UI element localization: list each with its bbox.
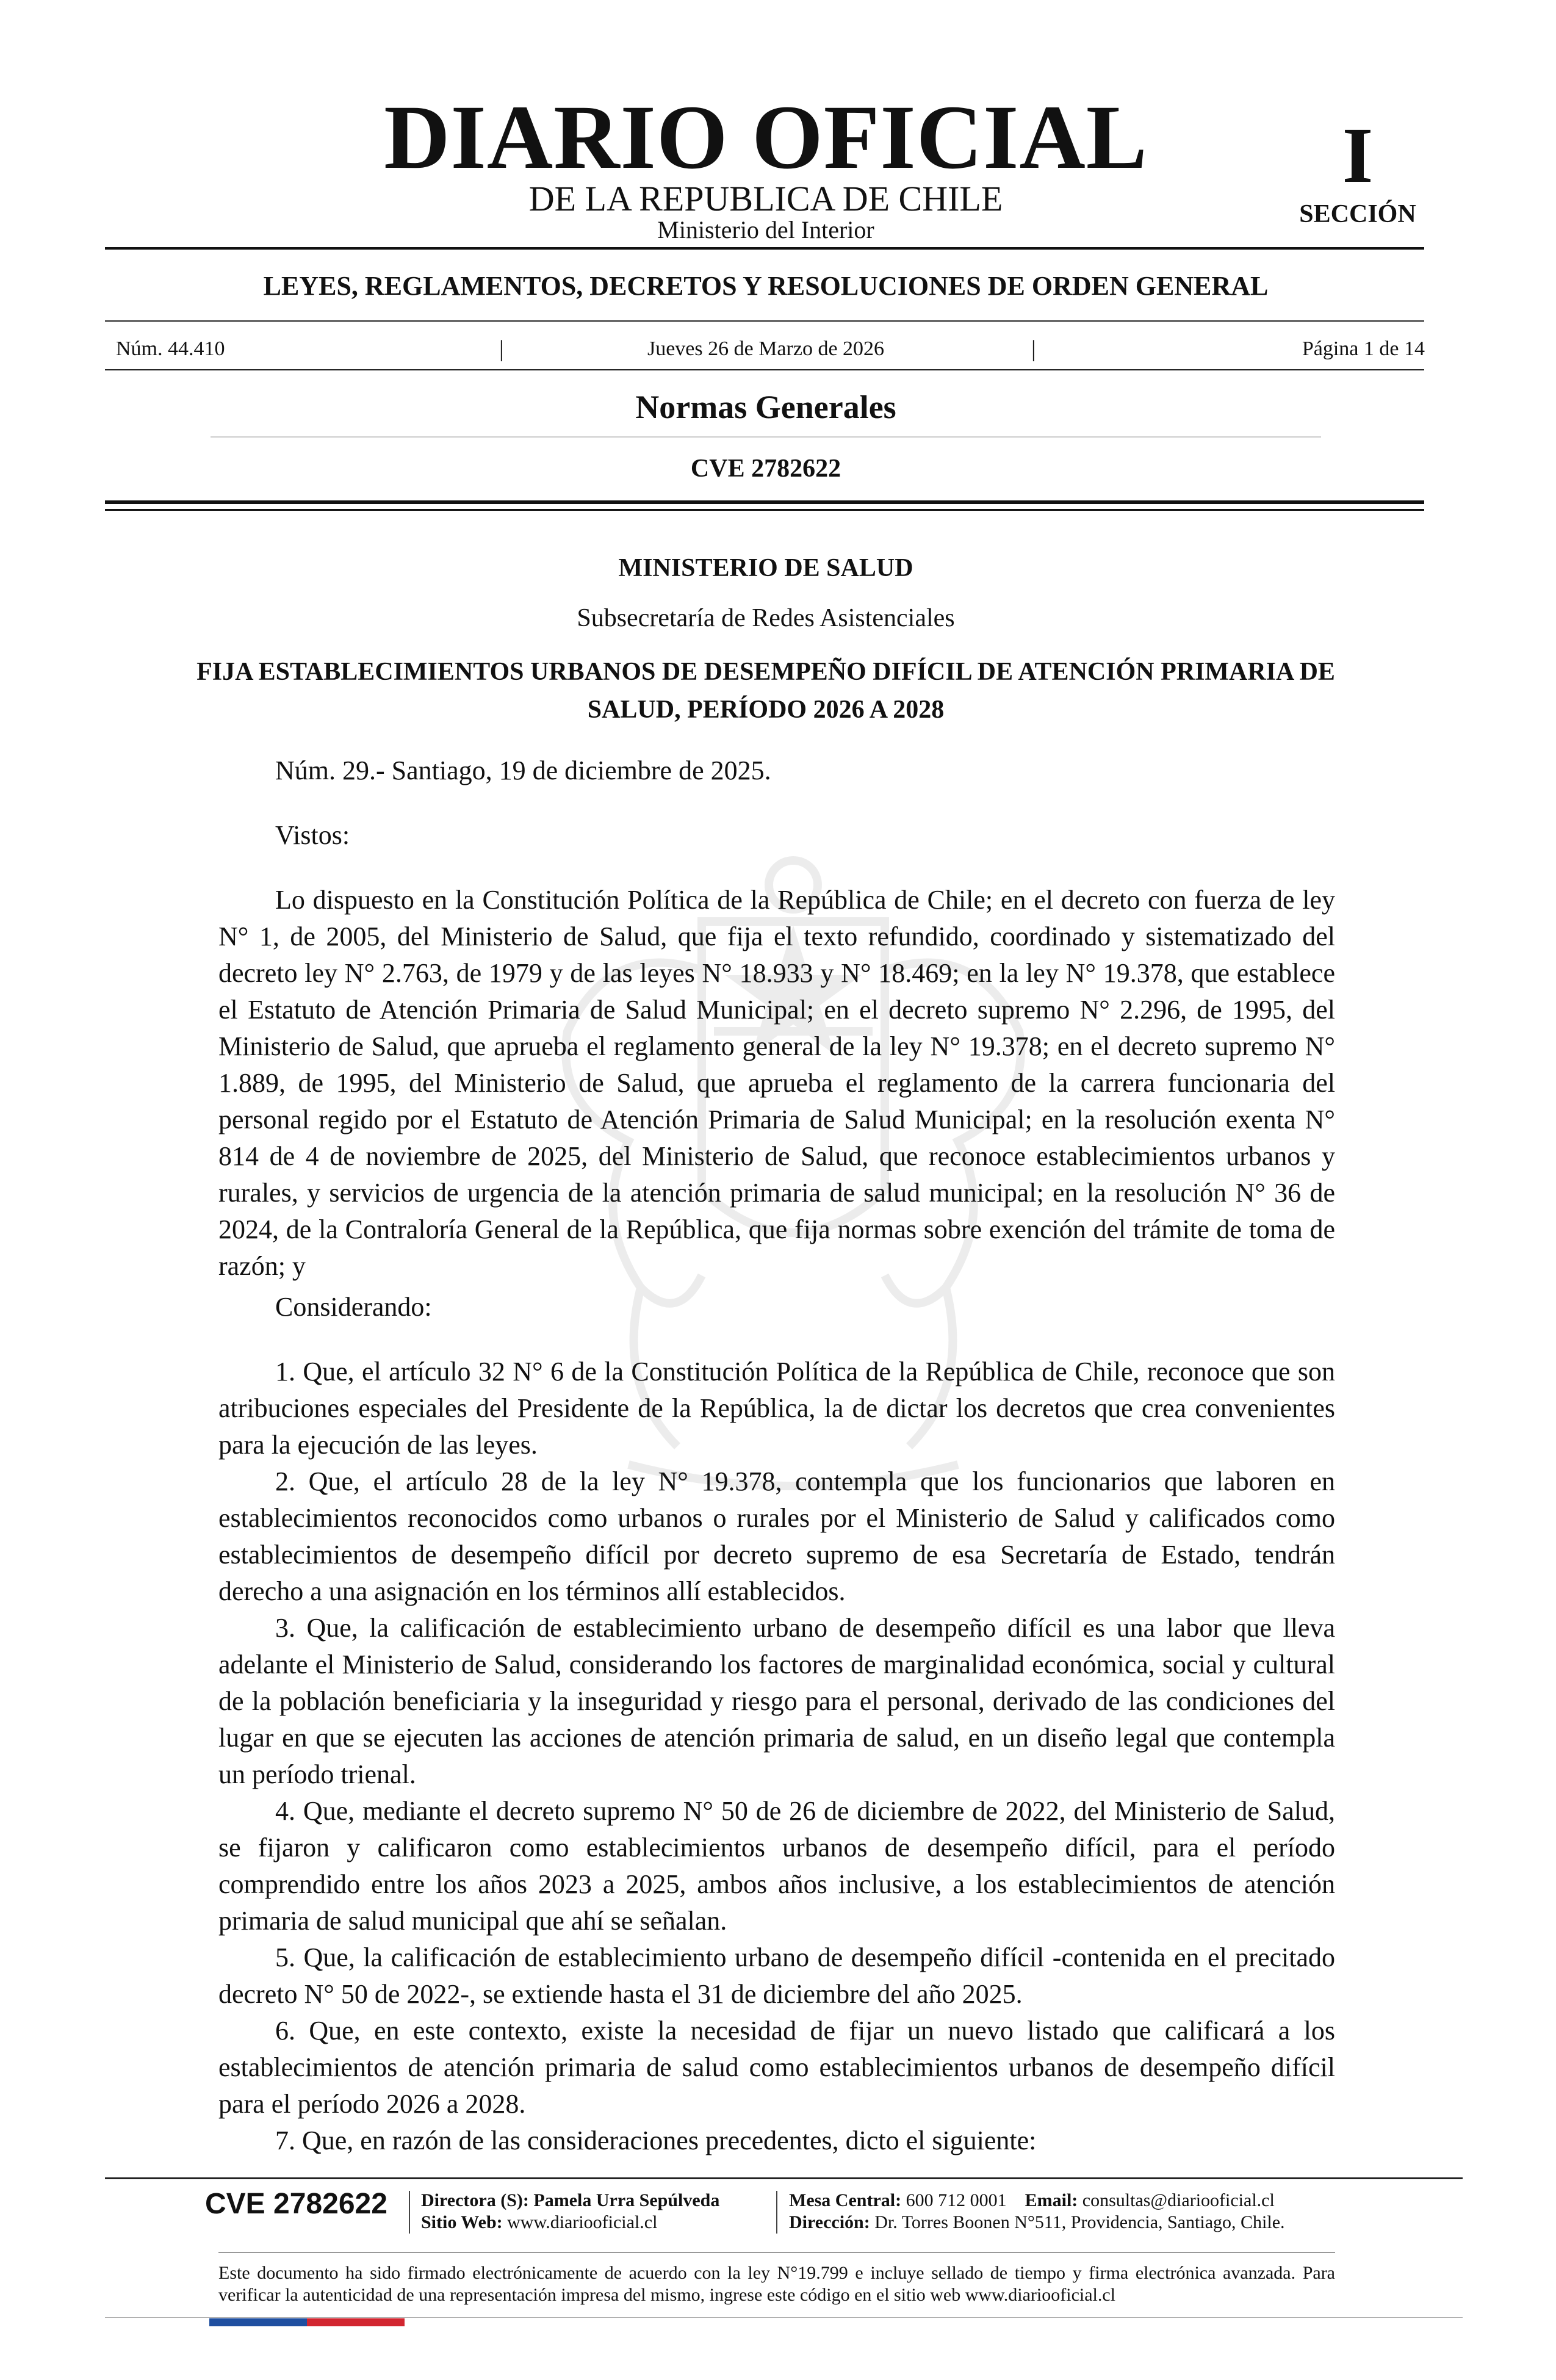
double-rule-upper [105,500,1424,504]
director-name: Pamela Urra Sepúlveda [533,2190,720,2210]
section-label: SECCIÓN [1299,200,1416,228]
footer-rule-mid [218,2252,1335,2253]
document-subsecretaria: Subsecretaría de Redes Asistenciales [577,604,955,632]
flag-bar-blue [209,2318,307,2326]
masthead-subtitle: DE LA REPUBLICA DE CHILE [528,179,1003,218]
considerando-item: 5. Que, la calificación de establecimiento urbano de desempeño difícil -contenida en el precitado decreto N° 50 de 2022-, se extiende hasta el 31 de diciembre del año 2025. [218,1942,1335,2009]
considerando-item: 6. Que, en este contexto, existe la necesidad de fijar un nuevo listado que calificará a los establecimientos de atención primaria de salud como establecimientos urbanos de desempeño difícil para el período 2026 a 2028. [218,2016,1335,2119]
footer-rule-top [105,2177,1463,2179]
vistos-paragraph: Lo dispuesto en la Constitución Política de la República de Chile; en el decreto con fuerza de ley N° 1, de 2005, del Ministerio de Salud, que fija el texto refundido, coordinado y sistematizado del decreto ley N° 2.763, de 1979 y de las leyes N° 18.933 y N° 18.469; en la ley N° 19.378, que establece el Estatuto de Atención Primaria de Salud Municipal; en el decreto supremo N° 2.296, de 1995, del Ministerio de Salud, que aprueba el reglamento general de la ley N° 19.378; en el decreto supremo N° 1.889, de 1995, del Ministerio de Salud, que aprueba el reglamento de la carrera funcionaria del personal regido por el Estatuto de Atención Primaria de Salud Municipal; en la resolución exenta N° 814 de 4 de noviembre de 2025, del Ministerio de Salud, que reconoce establecimientos urbanos y rurales, y servicios de urgencia de la atención primaria de salud municipal; en la resolución N° 36 de 2024, de la Contraloría General de la República, que fija normas sobre exención del trámite de toma de razón; y [218,885,1335,1281]
section-numeral: I [1342,112,1374,200]
considerando-item: 7. Que, en razón de las consideraciones precedentes, dicto el siguiente: [275,2126,1037,2155]
email-label: Email: [1025,2190,1078,2210]
normas-underline [211,436,1321,438]
address-label: Dirección: [789,2212,870,2232]
site-link[interactable]: www.diariooficial.cl [507,2212,658,2232]
separator: | [499,336,504,362]
footer-director-block [421,2190,719,2234]
header-rule-top [105,247,1424,250]
masthead-title: DIARIO OFICIAL [384,87,1148,188]
footer-cve-code: CVE 2782622 [205,2188,387,2220]
considerando-item: 3. Que, la calificación de establecimiento urbano de desempeño difícil es una labor que lleva adelante el Ministerio de Salud, considerando los factores de marginalidad económica, social y cultural de la población beneficiaria y la inseguridad y riesgo para el personal, derivado de las condiciones del lugar en que se ejecuten las acciones de atención primaria de salud, en un diseño legal que contempla un período trienal. [218,1613,1335,1789]
phone-label: Mesa Central: [789,2190,902,2210]
masthead-ministry: Ministerio del Interior [657,216,874,243]
double-rule-lower [105,509,1424,511]
decree-title: FIJA ESTABLECIMIENTOS URBANOS DE DESEMPEÑO DIFÍCIL DE ATENCIÓN PRIMARIA DE SALUD, PERÍODO 2026 A 2028 [196,658,1335,724]
issue-number: Núm. 44.410 [116,337,225,360]
email-link[interactable]: consultas@diariooficial.cl [1082,2190,1275,2210]
considerando-item: 2. Que, el artículo 28 de la ley N° 19.378, contempla que los funcionarios que laboren en establecimientos reconocidos como urbanos o rurales por el Ministerio de Salud y calificados como establecimientos de desempeño difícil por decreto supremo de esa Secretaría de Estado, tendrán derecho a una asignación en los términos allí establecidos. [218,1466,1335,1606]
normas-heading: Normas Generales [635,389,896,425]
phone-value: 600 712 0001 [906,2190,1007,2210]
site-label: Sitio Web: [421,2212,503,2232]
separator: | [1031,336,1036,362]
address-value: Dr. Torres Boonen N°511, Providencia, Santiago, Chile. [874,2212,1285,2232]
director-label: Directora (S): [421,2190,529,2210]
vistos-label: Vistos: [275,820,350,850]
decree-number-date: Núm. 29.- Santiago, 19 de diciembre de 2025. [275,755,771,785]
footer-divider [409,2191,410,2234]
footer-rule-bottom [105,2317,1463,2318]
considerandos-list [218,1354,1335,2159]
cve-code: CVE 2782622 [690,455,841,483]
issue-date: Jueves 26 de Marzo de 2026 [647,337,885,360]
footer-divider [776,2191,777,2234]
header-rule-bottom [105,369,1424,370]
category-heading: LEYES, REGLAMENTOS, DECRETOS Y RESOLUCIONES DE ORDEN GENERAL [263,271,1269,301]
considerando-item: 4. Que, mediante el decreto supremo N° 50 de 26 de diciembre de 2022, del Ministerio de Salud, se fijaron y calificaron como establecimientos urbanos de desempeño difícil, para el período comprendido entre los años 2023 a 2025, ambos años inclusive, a los establecimientos de atención primaria de salud municipal que ahí se señalan. [218,1796,1335,1936]
considerando-item: 1. Que, el artículo 32 N° 6 de la Constitución Política de la República de Chile, reconoce que son atribuciones especiales del Presidente de la República, la de dictar los decretos que crea convenientes para la ejecución de las leyes. [218,1357,1335,1460]
flag-bar-red [307,2318,405,2326]
page-indicator: Página 1 de 14 [1302,337,1425,360]
footer-contact-block [789,2190,1285,2234]
considerando-label: Considerando: [275,1292,432,1322]
header-rule-mid [105,320,1424,322]
document-ministry: MINISTERIO DE SALUD [618,554,913,582]
footer-legal-notice: Este documento ha sido firmado electrónicamente de acuerdo con la ley N°19.799 e incluye sellado de tiempo y firma electrónica avanzada. Para verificar la autenticidad de una representación impresa del mismo, ingrese este código en el sitio web www.diariooficial.cl [218,2263,1335,2305]
